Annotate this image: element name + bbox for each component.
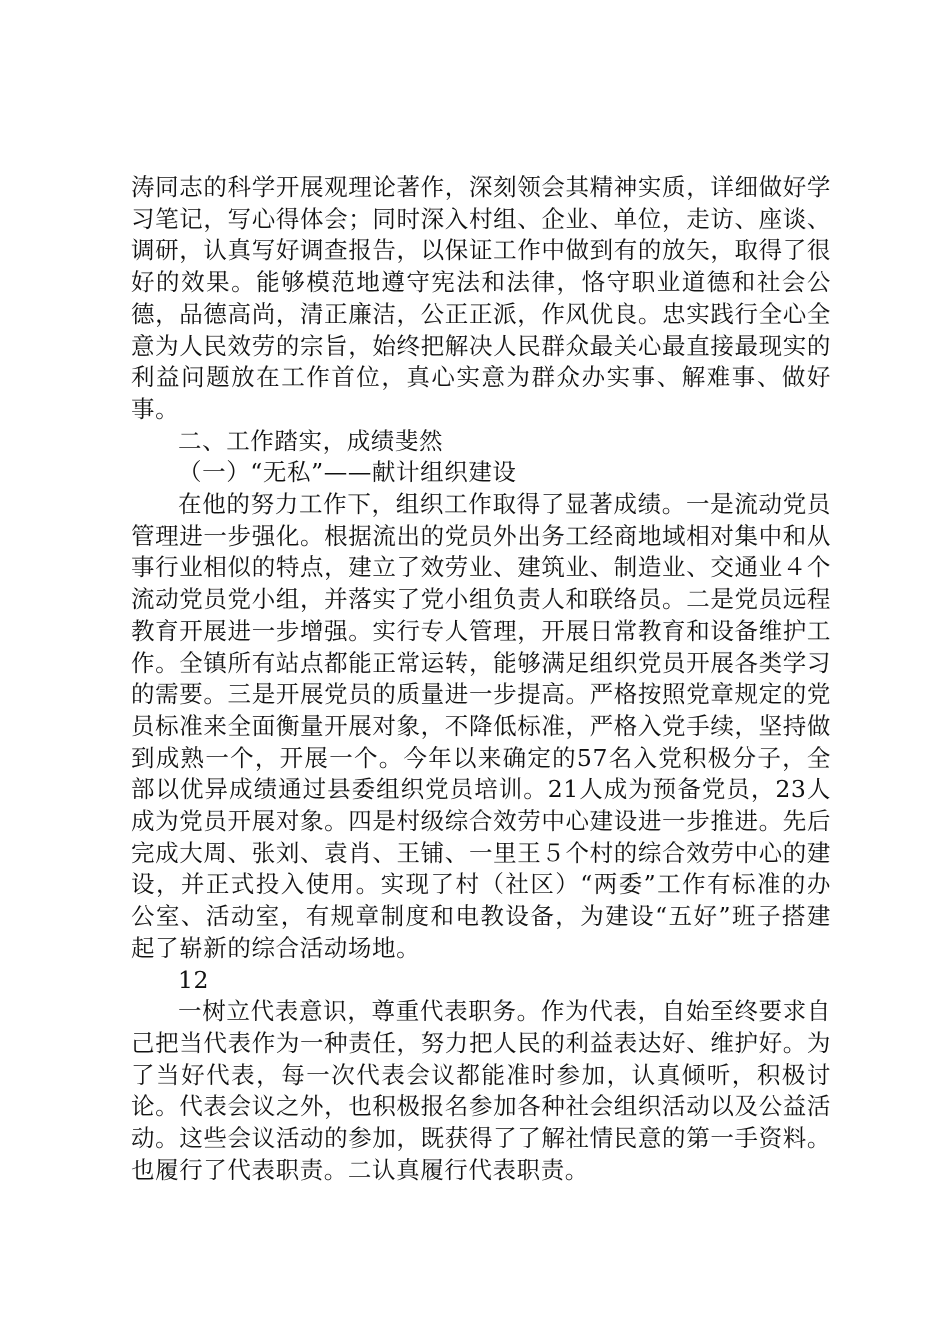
subsection-heading-2-1: （一）“无私”——献计组织建设 [178,458,517,487]
body-paragraph-3: 一树立代表意识，尊重代表职务。作为代表，自始至终要求自己把当代表作为一种责任，努力把人民的利益表达好、维护好。为了当好代表，每一次代表会议都能准时参加，认真倾听，积极讨论。代表会议之外，也积极报名参加各种社会组织活动以及公益活动。这些会议活动的参加，既获得了了解社情民意的第一手资料。也履行了代表职责。二认真履行代表职责。 [131,997,831,1184]
page-number: 12 [178,965,210,994]
section-heading-2: 二、工作踏实，成绩斐然 [178,426,444,455]
document-page [131,172,831,1187]
body-paragraph-1: 涛同志的科学开展观理论著作，深刻领会其精神实质，详细做好学习笔记，写心得体会；同时深入村组、企业、单位，走访、座谈、调研，认真写好调查报告，以保证工作中做到有的放矢，取得了很好的效果。能够模范地遵守宪法和法律，恪守职业道德和社会公德，品德高尚，清正廉洁，公正正派，作风优良。忠实践行全心全意为人民效劳的宗旨，始终把解决人民群众最关心最直接最现实的利益问题放在工作首位，真心实意为群众办实事、解难事、做好事。 [131,173,831,423]
body-paragraph-2: 在他的努力工作下，组织工作取得了显著成绩。一是流动党员管理进一步强化。根据流出的党员外出务工经商地域相对集中和从事行业相似的特点，建立了效劳业、建筑业、制造业、交通业４个流动党员党小组，并落实了党小组负责人和联络员。二是党员远程教育开展进一步增强。实行专人管理，开展日常教育和设备维护工作。全镇所有站点都能正常运转，能够满足组织党员开展各类学习的需要。三是开展党员的质量进一步提高。严格按照党章规定的党员标准来全面衡量开展对象，不降低标准，严格入党手续，坚持做到成熟一个，开展一个。今年以来确定的57名入党积极分子，全部以优异成绩通过县委组织党员培训。21人成为预备党员，23人成为党员开展对象。四是村级综合效劳中心建设进一步推进。先后完成大周、张刘、袁肖、王铺、一里王５个村的综合效劳中心的建设，并正式投入使用。实现了村（社区）“两委”工作有标准的办公室、活动室，有规章制度和电教设备，为建设“五好”班子搭建起了崭新的综合活动场地。 [131,490,831,962]
